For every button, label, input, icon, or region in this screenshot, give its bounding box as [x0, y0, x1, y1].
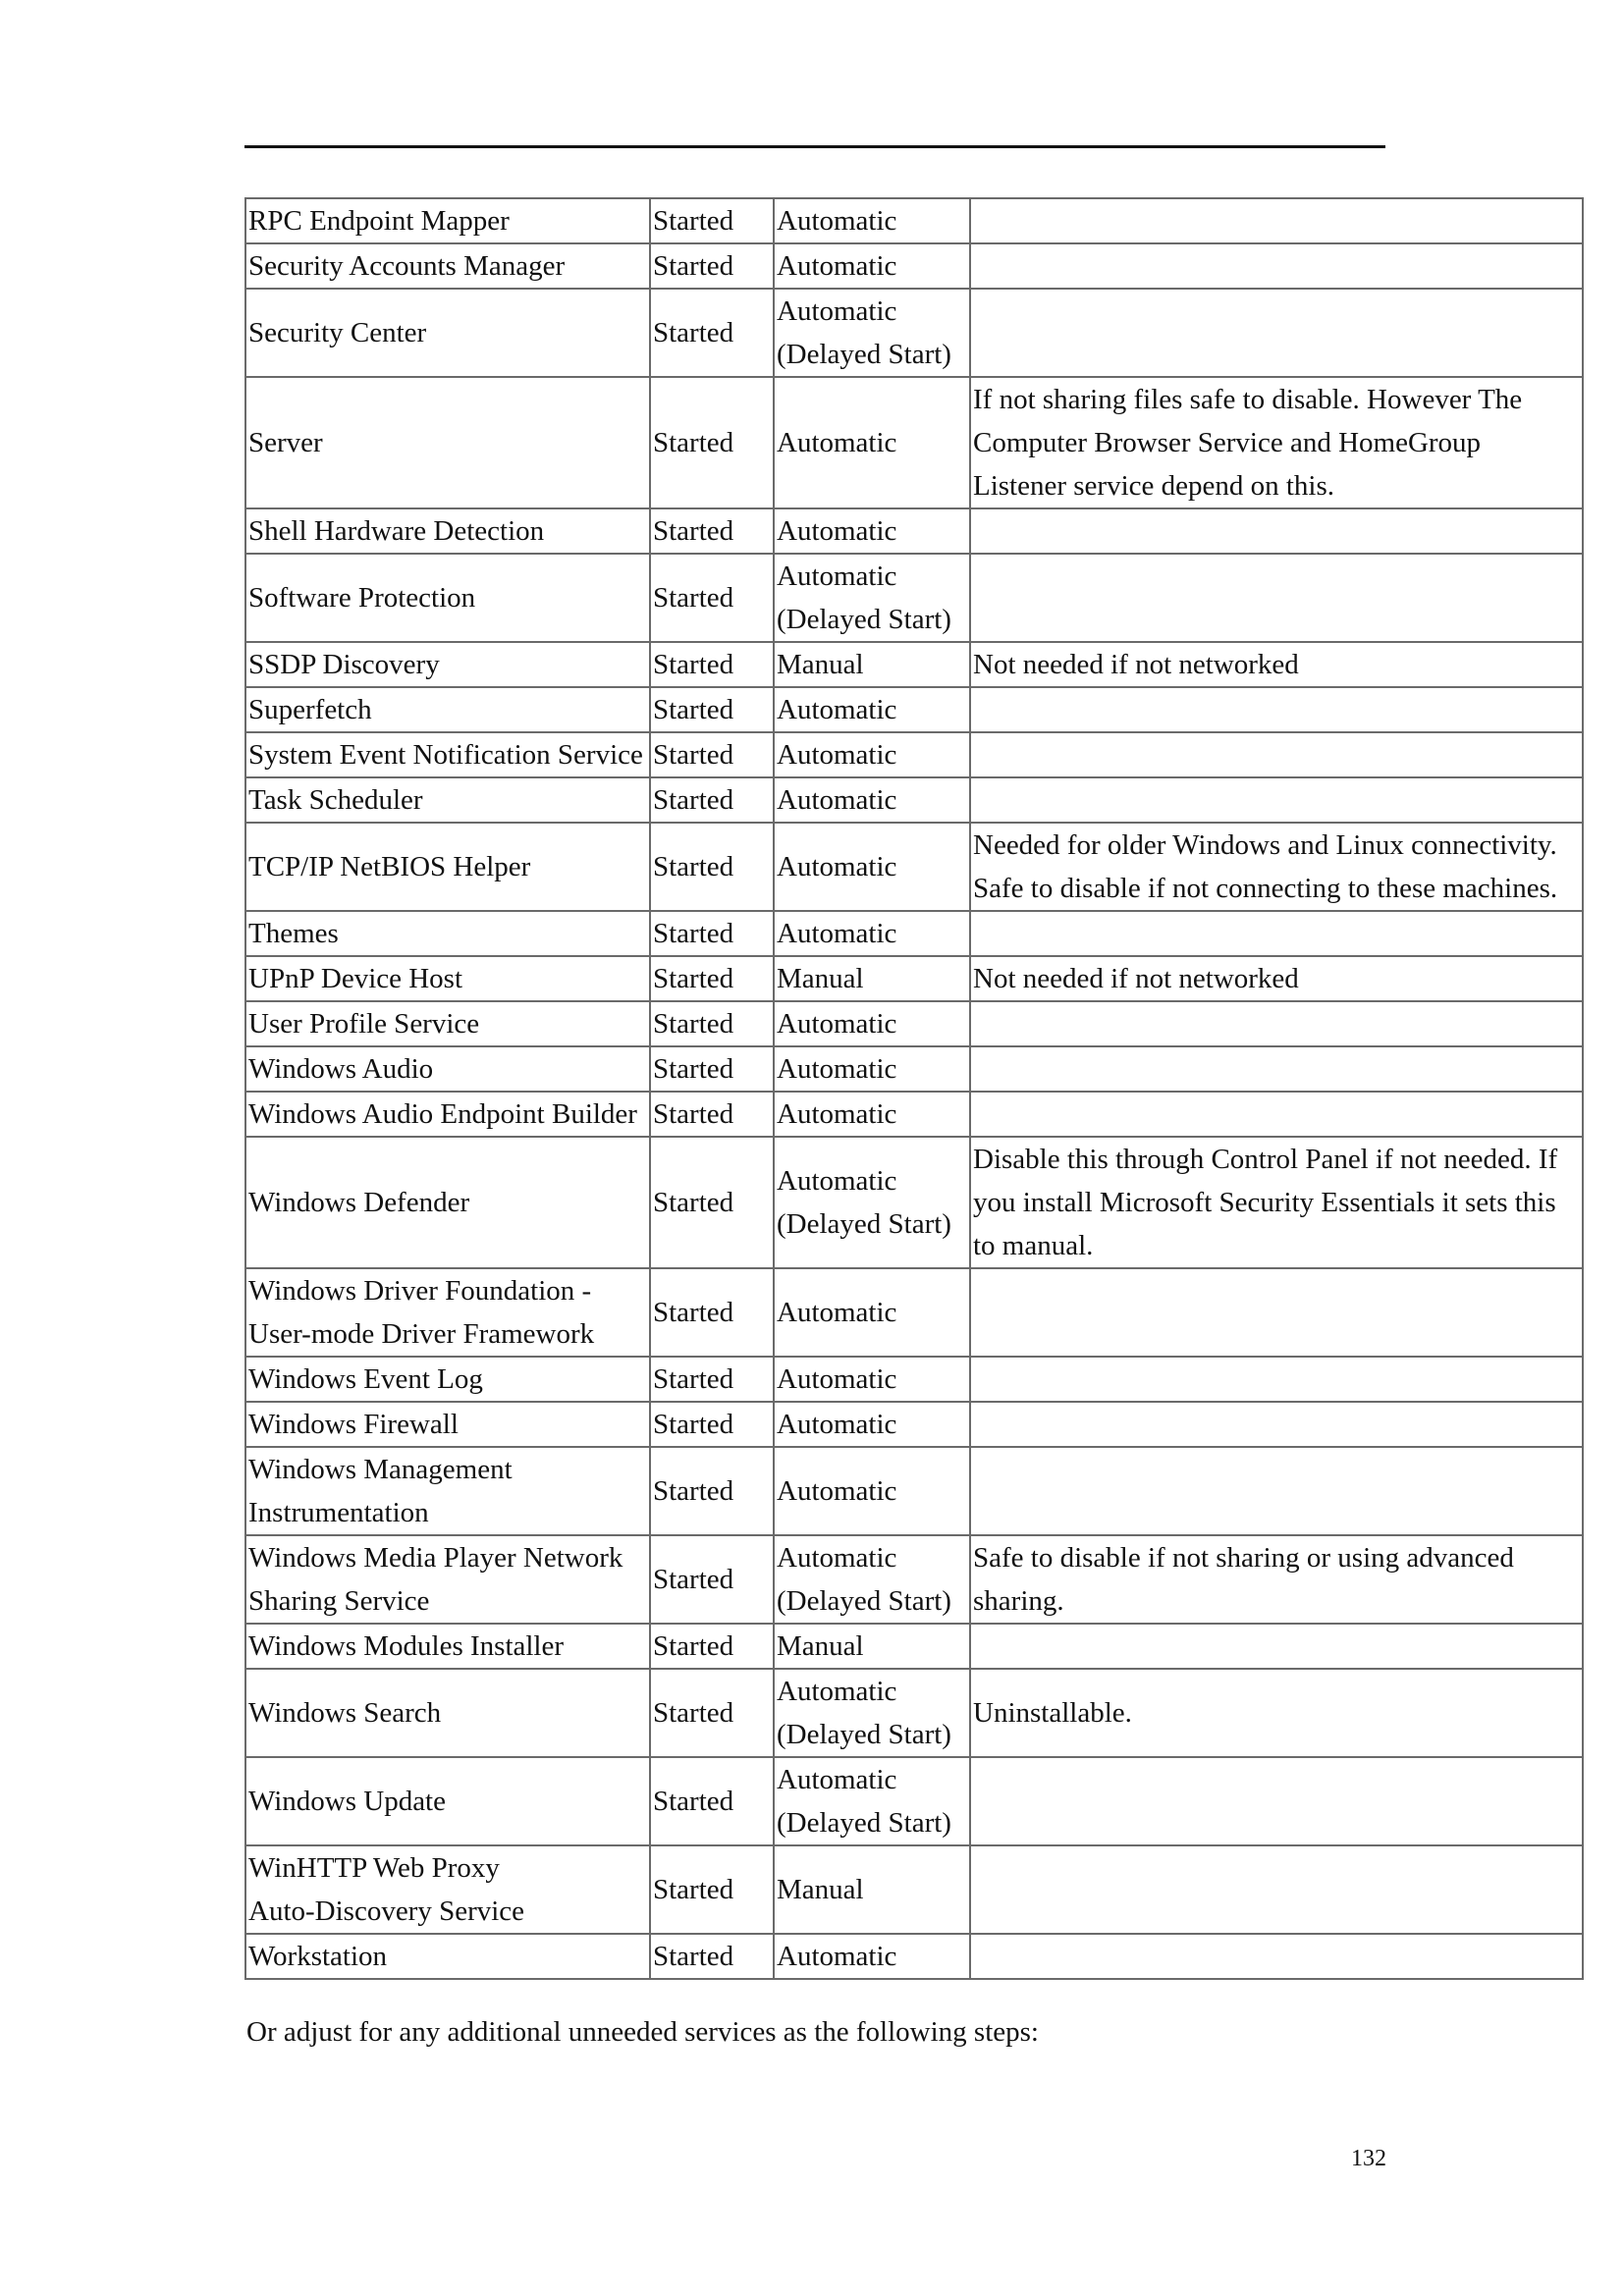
service-status-cell: Started [650, 1001, 774, 1046]
service-startup-cell-line: Automatic [777, 1053, 897, 1085]
services-table [244, 197, 1584, 1980]
service-note-cell-line: If not sharing files safe to disable. However The [973, 384, 1523, 415]
service-startup-cell-line: Automatic [777, 1941, 897, 1972]
service-startup-cell [774, 687, 970, 732]
service-startup-cell [774, 1137, 970, 1268]
table-row [245, 243, 1583, 289]
service-startup-cell [774, 1624, 970, 1669]
service-name-cell-line: UPnP Device Host [248, 963, 463, 994]
service-name-cell [245, 1757, 650, 1845]
table-row [245, 687, 1583, 732]
service-note-cell-line: to manual. [973, 1230, 1094, 1261]
service-note-cell-line: Needed for older Windows and Linux connectivity. [973, 829, 1557, 861]
service-startup-cell [774, 508, 970, 554]
service-startup-cell-line: Automatic [777, 427, 897, 458]
service-note-cell [970, 1934, 1583, 1979]
service-name-cell-line: Windows Management [248, 1454, 513, 1485]
service-name-cell [245, 777, 650, 823]
service-note-cell [970, 1268, 1583, 1357]
service-name-cell [245, 377, 650, 508]
service-status-cell: Started [650, 732, 774, 777]
table-row [245, 823, 1583, 911]
service-name-cell-line: Windows Firewall [248, 1409, 459, 1440]
service-note-cell [970, 732, 1583, 777]
service-status-cell: Started [650, 289, 774, 377]
service-status-cell: Started [650, 777, 774, 823]
service-name-cell-line: TCP/IP NetBIOS Helper [248, 851, 531, 882]
service-status-cell: Started [650, 956, 774, 1001]
service-name-cell [245, 554, 650, 642]
service-name-cell-line: Windows Media Player Network [248, 1542, 623, 1574]
table-row [245, 1447, 1583, 1535]
service-note-cell-line: Safe to disable if not sharing or using advanced [973, 1542, 1514, 1574]
service-note-cell [970, 911, 1583, 956]
table-row [245, 1357, 1583, 1402]
service-note-cell [970, 1137, 1583, 1268]
service-note-cell [970, 1447, 1583, 1535]
service-status-cell: Started [650, 508, 774, 554]
service-status-cell: Started [650, 198, 774, 243]
table-row [245, 1624, 1583, 1669]
service-startup-cell [774, 732, 970, 777]
service-startup-cell-line: (Delayed Start) [777, 604, 951, 635]
service-name-cell-line: Windows Defender [248, 1187, 470, 1218]
service-note-cell-line: you install Microsoft Security Essentials it sets this [973, 1187, 1556, 1218]
table-row [245, 1001, 1583, 1046]
service-startup-cell [774, 1357, 970, 1402]
service-note-cell-line: Safe to disable if not connecting to these machines. [973, 873, 1558, 904]
service-startup-cell-line: Automatic [777, 1098, 897, 1130]
service-name-cell [245, 508, 650, 554]
service-status-cell: Started [650, 1669, 774, 1757]
service-note-cell [970, 642, 1583, 687]
table-row [245, 289, 1583, 377]
service-startup-cell [774, 1046, 970, 1092]
service-name-cell [245, 1001, 650, 1046]
service-startup-cell [774, 1447, 970, 1535]
service-name-cell [245, 1447, 650, 1535]
service-name-cell-line: SSDP Discovery [248, 649, 440, 680]
services-table-body [245, 198, 1583, 1979]
table-row [245, 377, 1583, 508]
service-status-cell: Started [650, 1357, 774, 1402]
service-note-cell [970, 1535, 1583, 1624]
service-startup-cell [774, 1934, 970, 1979]
table-row [245, 956, 1583, 1001]
service-name-cell [245, 1357, 650, 1402]
service-note-cell [970, 823, 1583, 911]
service-startup-cell-line: Automatic [777, 784, 897, 816]
service-status-cell: Started [650, 823, 774, 911]
service-note-cell [970, 377, 1583, 508]
service-name-cell [245, 1845, 650, 1934]
service-note-cell [970, 687, 1583, 732]
service-name-cell [245, 1092, 650, 1137]
service-note-cell-line: Computer Browser Service and HomeGroup [973, 427, 1482, 458]
table-row [245, 198, 1583, 243]
service-name-cell [245, 732, 650, 777]
service-name-cell-line: Windows Modules Installer [248, 1630, 565, 1662]
service-status-cell: Started [650, 1137, 774, 1268]
table-row [245, 1137, 1583, 1268]
service-note-cell-line: Not needed if not networked [973, 963, 1299, 994]
service-startup-cell-line: Manual [777, 1630, 864, 1662]
service-startup-cell-line: (Delayed Start) [777, 1719, 951, 1750]
service-note-cell [970, 1357, 1583, 1402]
service-note-cell [970, 1092, 1583, 1137]
table-row [245, 1669, 1583, 1757]
service-note-cell [970, 508, 1583, 554]
service-startup-cell [774, 823, 970, 911]
service-startup-cell-line: (Delayed Start) [777, 1807, 951, 1839]
service-note-cell [970, 1402, 1583, 1447]
table-row [245, 911, 1583, 956]
service-status-cell: Started [650, 1046, 774, 1092]
table-row [245, 1402, 1583, 1447]
service-startup-cell [774, 1535, 970, 1624]
table-row [245, 1757, 1583, 1845]
service-startup-cell-line: Automatic [777, 1764, 897, 1795]
service-name-cell [245, 243, 650, 289]
service-startup-cell-line: Automatic [777, 295, 897, 327]
service-startup-cell-line: Manual [777, 1874, 864, 1905]
service-note-cell-line: sharing. [973, 1585, 1064, 1617]
service-startup-cell-line: Automatic [777, 1363, 897, 1395]
service-name-cell-line: Themes [248, 918, 339, 949]
service-status-cell: Started [650, 554, 774, 642]
table-row [245, 1092, 1583, 1137]
service-name-cell-line: Sharing Service [248, 1585, 430, 1617]
service-startup-cell-line: Automatic [777, 1409, 897, 1440]
service-startup-cell [774, 1092, 970, 1137]
table-row [245, 642, 1583, 687]
service-name-cell-line: Windows Audio [248, 1053, 434, 1085]
service-note-cell [970, 1001, 1583, 1046]
closing-paragraph: Or adjust for any additional unneeded services as the following steps: [246, 2016, 1039, 2048]
service-name-cell-line: WinHTTP Web Proxy [248, 1852, 500, 1884]
service-startup-cell [774, 642, 970, 687]
service-note-cell [970, 1845, 1583, 1934]
service-name-cell-line: User-mode Driver Framework [248, 1318, 595, 1350]
service-startup-cell [774, 243, 970, 289]
service-note-cell [970, 777, 1583, 823]
service-startup-cell [774, 956, 970, 1001]
service-status-cell: Started [650, 1402, 774, 1447]
service-name-cell [245, 911, 650, 956]
service-status-cell: Started [650, 1268, 774, 1357]
table-row [245, 1535, 1583, 1624]
service-status-cell: Started [650, 1757, 774, 1845]
table-row [245, 554, 1583, 642]
service-note-cell [970, 1624, 1583, 1669]
service-startup-cell-line: Automatic [777, 205, 897, 237]
service-startup-cell-line: Automatic [777, 1297, 897, 1328]
service-name-cell-line: Windows Audio Endpoint Builder [248, 1098, 637, 1130]
service-startup-cell-line: Manual [777, 649, 864, 680]
service-startup-cell [774, 377, 970, 508]
service-status-cell: Started [650, 911, 774, 956]
service-name-cell-line: Superfetch [248, 694, 372, 725]
service-status-cell: Started [650, 642, 774, 687]
service-note-cell-line: Listener service depend on this. [973, 470, 1335, 502]
service-name-cell [245, 1669, 650, 1757]
service-name-cell [245, 687, 650, 732]
service-status-cell: Started [650, 1624, 774, 1669]
service-status-cell: Started [650, 1845, 774, 1934]
service-startup-cell-line: Automatic [777, 851, 897, 882]
service-startup-cell-line: (Delayed Start) [777, 1585, 951, 1617]
service-status-cell: Started [650, 687, 774, 732]
table-row [245, 1934, 1583, 1979]
service-status-cell: Started [650, 243, 774, 289]
service-name-cell-line: Instrumentation [248, 1497, 429, 1528]
service-startup-cell-line: Automatic [777, 250, 897, 282]
service-status-cell: Started [650, 1092, 774, 1137]
service-startup-cell [774, 1757, 970, 1845]
table-row [245, 1268, 1583, 1357]
page-number: 132 [1351, 2146, 1386, 2171]
service-name-cell-line: Windows Driver Foundation - [248, 1275, 592, 1307]
service-name-cell-line: Windows Event Log [248, 1363, 483, 1395]
service-startup-cell [774, 777, 970, 823]
service-note-cell-line: Uninstallable. [973, 1697, 1132, 1729]
service-name-cell-line: Workstation [248, 1941, 388, 1972]
service-name-cell-line: Windows Search [248, 1697, 442, 1729]
service-startup-cell-line: Automatic [777, 1676, 897, 1707]
service-startup-cell-line: Manual [777, 963, 864, 994]
table-row [245, 1845, 1583, 1934]
service-name-cell [245, 1137, 650, 1268]
service-startup-cell-line: (Delayed Start) [777, 1208, 951, 1240]
service-note-cell-line: Disable this through Control Panel if not needed. If [973, 1144, 1558, 1175]
service-name-cell-line: User Profile Service [248, 1008, 480, 1040]
service-name-cell [245, 1402, 650, 1447]
service-note-cell [970, 198, 1583, 243]
service-note-cell [970, 289, 1583, 377]
service-startup-cell [774, 911, 970, 956]
service-name-cell [245, 289, 650, 377]
service-name-cell [245, 1268, 650, 1357]
service-name-cell-line: RPC Endpoint Mapper [248, 205, 510, 237]
header-rule [244, 145, 1385, 148]
service-note-cell [970, 956, 1583, 1001]
service-startup-cell-line: Automatic [777, 694, 897, 725]
service-startup-cell-line: Automatic [777, 1475, 897, 1507]
service-startup-cell [774, 554, 970, 642]
service-name-cell-line: Security Center [248, 317, 427, 348]
service-name-cell-line: System Event Notification Service [248, 739, 643, 771]
service-name-cell-line: Software Protection [248, 582, 476, 614]
service-name-cell [245, 1046, 650, 1092]
service-name-cell [245, 198, 650, 243]
service-startup-cell [774, 198, 970, 243]
service-startup-cell-line: Automatic [777, 515, 897, 547]
table-row [245, 1046, 1583, 1092]
table-row [245, 732, 1583, 777]
service-startup-cell-line: Automatic [777, 918, 897, 949]
service-startup-cell [774, 1001, 970, 1046]
service-note-cell [970, 1669, 1583, 1757]
service-name-cell-line: Windows Update [248, 1786, 446, 1817]
service-name-cell [245, 823, 650, 911]
service-startup-cell-line: Automatic [777, 739, 897, 771]
service-startup-cell-line: Automatic [777, 1008, 897, 1040]
service-name-cell [245, 1934, 650, 1979]
service-name-cell-line: Server [248, 427, 323, 458]
table-row [245, 777, 1583, 823]
service-status-cell: Started [650, 1934, 774, 1979]
service-startup-cell [774, 1845, 970, 1934]
service-name-cell [245, 642, 650, 687]
service-name-cell-line: Auto-Discovery Service [248, 1896, 525, 1927]
service-startup-cell [774, 1268, 970, 1357]
service-name-cell [245, 1624, 650, 1669]
service-startup-cell [774, 1669, 970, 1757]
service-startup-cell [774, 289, 970, 377]
service-note-cell [970, 243, 1583, 289]
service-startup-cell-line: Automatic [777, 1542, 897, 1574]
service-startup-cell-line: (Delayed Start) [777, 339, 951, 370]
service-note-cell-line: Not needed if not networked [973, 649, 1299, 680]
service-startup-cell-line: Automatic [777, 561, 897, 592]
service-status-cell: Started [650, 1447, 774, 1535]
table-row [245, 508, 1583, 554]
service-startup-cell-line: Automatic [777, 1165, 897, 1197]
service-status-cell: Started [650, 1535, 774, 1624]
service-note-cell [970, 1046, 1583, 1092]
service-name-cell [245, 1535, 650, 1624]
service-note-cell [970, 554, 1583, 642]
service-note-cell [970, 1757, 1583, 1845]
service-startup-cell [774, 1402, 970, 1447]
service-name-cell-line: Task Scheduler [248, 784, 423, 816]
service-name-cell-line: Shell Hardware Detection [248, 515, 545, 547]
service-name-cell [245, 956, 650, 1001]
service-status-cell: Started [650, 377, 774, 508]
service-name-cell-line: Security Accounts Manager [248, 250, 566, 282]
